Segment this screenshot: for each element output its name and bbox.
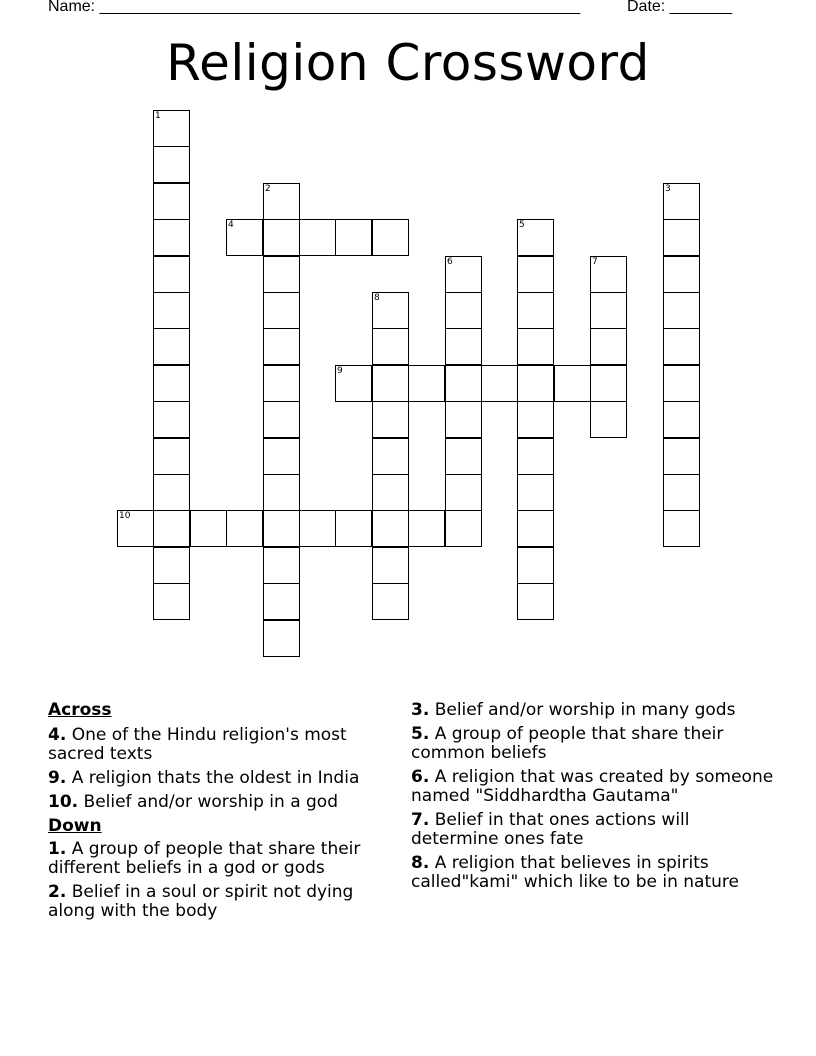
across-heading: Across — [48, 700, 112, 720]
clue-number: 6 — [447, 257, 453, 267]
clue-number: 9 — [337, 366, 343, 376]
crossword-cell[interactable] — [517, 219, 554, 256]
clue-number: 1 — [155, 111, 161, 121]
crossword-cell[interactable] — [263, 583, 300, 620]
crossword-cell[interactable] — [517, 256, 554, 293]
down-heading: Down — [48, 816, 102, 836]
crossword-cell[interactable] — [663, 219, 700, 256]
crossword-cell[interactable] — [263, 365, 300, 402]
crossword-cell[interactable] — [663, 292, 700, 329]
clue-number: 3 — [665, 184, 671, 194]
crossword-cell[interactable] — [372, 365, 409, 402]
crossword-cell[interactable] — [299, 219, 336, 256]
crossword-cell[interactable] — [590, 292, 627, 329]
crossword-cell[interactable] — [263, 219, 300, 256]
name-field-line: Name: ______________________________________________________ — [48, 0, 581, 15]
crossword-cell[interactable] — [517, 474, 554, 511]
crossword-cell[interactable] — [445, 256, 482, 293]
crossword-cell[interactable] — [372, 547, 409, 584]
crossword-cell[interactable] — [263, 510, 300, 547]
crossword-cell[interactable] — [263, 401, 300, 438]
crossword-cell[interactable] — [153, 438, 190, 475]
clue-down-3: 3. Belief and/or worship in many gods — [411, 700, 736, 720]
crossword-cell[interactable] — [335, 365, 372, 402]
crossword-cell[interactable] — [590, 256, 627, 293]
crossword-cell[interactable] — [517, 328, 554, 365]
crossword-cell[interactable] — [263, 620, 300, 657]
crossword-cell[interactable] — [263, 328, 300, 365]
clue-across-4: 4. One of the Hindu religion's most sacred texts — [48, 725, 347, 764]
crossword-cell[interactable] — [517, 292, 554, 329]
crossword-cell[interactable] — [153, 110, 190, 147]
crossword-cell[interactable] — [663, 510, 700, 547]
crossword-cell[interactable] — [153, 146, 190, 183]
crossword-cell[interactable] — [517, 510, 554, 547]
crossword-cell[interactable] — [372, 510, 409, 547]
crossword-cell[interactable] — [153, 474, 190, 511]
crossword-cell[interactable] — [263, 474, 300, 511]
crossword-cell[interactable] — [263, 256, 300, 293]
clue-down-6: 6. A religion that was created by someone named "Siddhardtha Gautama" — [411, 767, 774, 806]
crossword-cell[interactable] — [153, 365, 190, 402]
crossword-cell[interactable] — [517, 401, 554, 438]
crossword-cell[interactable] — [263, 292, 300, 329]
crossword-cell[interactable] — [153, 328, 190, 365]
crossword-cell[interactable] — [372, 438, 409, 475]
clue-down-8: 8. A religion that believes in spirits called"kami" which like to be in nature — [411, 853, 739, 892]
clue-number: 4 — [228, 220, 234, 230]
crossword-cell[interactable] — [445, 438, 482, 475]
crossword-cell[interactable] — [517, 438, 554, 475]
clues-right-column — [411, 701, 776, 897]
crossword-cell[interactable] — [663, 365, 700, 402]
crossword-cell[interactable] — [153, 510, 190, 547]
clue-number: 10 — [119, 511, 131, 521]
crossword-cell[interactable] — [408, 510, 445, 547]
crossword-cell[interactable] — [517, 547, 554, 584]
crossword-cell[interactable] — [190, 510, 227, 547]
crossword-cell[interactable] — [263, 183, 300, 220]
crossword-cell[interactable] — [153, 292, 190, 329]
crossword-cell[interactable] — [517, 365, 554, 402]
crossword-cell[interactable] — [663, 183, 700, 220]
crossword-cell[interactable] — [445, 328, 482, 365]
crossword-cell[interactable] — [445, 365, 482, 402]
crossword-cell[interactable] — [372, 292, 409, 329]
crossword-cell[interactable] — [117, 510, 154, 547]
crossword-cell[interactable] — [663, 256, 700, 293]
crossword-cell[interactable] — [590, 328, 627, 365]
clue-down-7: 7. Belief in that ones actions will determine ones fate — [411, 810, 690, 849]
crossword-cell[interactable] — [153, 183, 190, 220]
clue-number: 5 — [519, 220, 525, 230]
clue-number: 7 — [592, 257, 598, 267]
crossword-cell[interactable] — [445, 292, 482, 329]
page-title: Religion Crossword — [166, 34, 650, 92]
clue-down-2: 2. Belief in a soul or spirit not dying along with the body — [48, 882, 354, 921]
crossword-cell[interactable] — [153, 256, 190, 293]
crossword-cell[interactable] — [445, 510, 482, 547]
crossword-cell[interactable] — [481, 365, 518, 402]
clue-across-9: 9. A religion thats the oldest in India — [48, 768, 360, 788]
crossword-cell[interactable] — [372, 583, 409, 620]
clues-left-column — [48, 701, 398, 926]
crossword-cell[interactable] — [372, 474, 409, 511]
crossword-cell[interactable] — [590, 365, 627, 402]
clue-number: 8 — [374, 293, 380, 303]
crossword-cell[interactable] — [263, 438, 300, 475]
crossword-cell[interactable] — [299, 510, 336, 547]
crossword-cell[interactable] — [663, 401, 700, 438]
crossword-cell[interactable] — [408, 365, 445, 402]
crossword-cell[interactable] — [445, 474, 482, 511]
crossword-cell[interactable] — [335, 219, 372, 256]
date-field-line: Date: _______ — [627, 0, 732, 15]
crossword-cell[interactable] — [663, 474, 700, 511]
clue-across-10: 10. Belief and/or worship in a god — [48, 792, 338, 812]
crossword-cell[interactable] — [663, 438, 700, 475]
clue-down-1: 1. A group of people that share their different beliefs in a god or gods — [48, 839, 361, 878]
crossword-cell[interactable] — [517, 583, 554, 620]
crossword-cell[interactable] — [263, 547, 300, 584]
crossword-cell[interactable] — [445, 401, 482, 438]
crossword-cell[interactable] — [372, 401, 409, 438]
crossword-cell[interactable] — [153, 219, 190, 256]
crossword-cell[interactable] — [153, 401, 190, 438]
crossword-cell[interactable] — [590, 401, 627, 438]
crossword-cell[interactable] — [226, 510, 263, 547]
crossword-cell[interactable] — [335, 510, 372, 547]
crossword-cell[interactable] — [372, 328, 409, 365]
crossword-cell[interactable] — [153, 583, 190, 620]
crossword-cell[interactable] — [372, 219, 409, 256]
crossword-cell[interactable] — [663, 328, 700, 365]
crossword-cell[interactable] — [226, 219, 263, 256]
clue-down-5: 5. A group of people that share their common beliefs — [411, 724, 724, 763]
crossword-cell[interactable] — [153, 547, 190, 584]
clue-number: 2 — [265, 184, 271, 194]
crossword-cell[interactable] — [554, 365, 591, 402]
